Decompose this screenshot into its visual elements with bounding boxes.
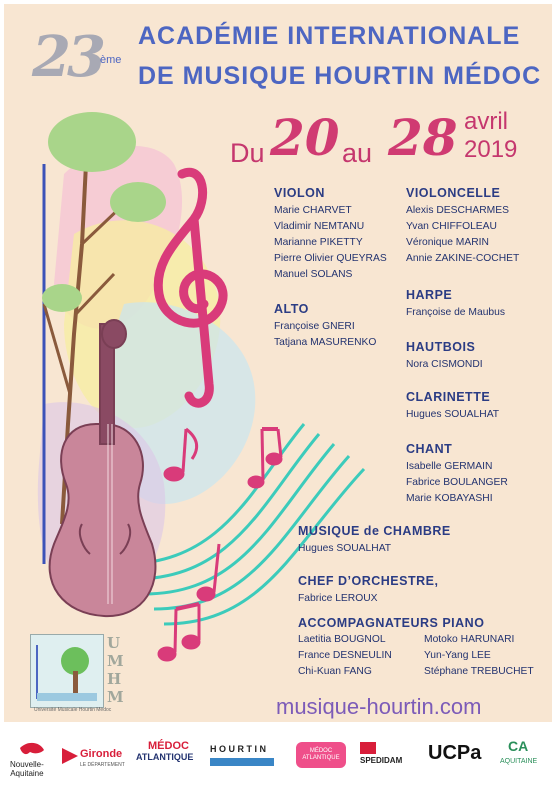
date-month-year bbox=[464, 108, 517, 164]
logo-credit-agricole: CA bbox=[508, 738, 529, 754]
section-title-hautbois: HAUTBOIS bbox=[406, 340, 476, 354]
section-title-chef: CHEF D’ORCHESTRE, bbox=[298, 574, 439, 588]
teacher-name: Annie ZAKINE-COCHET bbox=[406, 253, 520, 264]
teacher-name: Laetitia BOUGNOL bbox=[298, 634, 386, 645]
gironde-icon bbox=[62, 748, 78, 764]
teacher-name: Hugues SOUALHAT bbox=[406, 409, 500, 420]
logo-medoc-1: MÉDOC bbox=[148, 740, 189, 752]
logo-credit-agricole-sub: AQUITAINE bbox=[500, 758, 538, 765]
logo-gironde: Gironde bbox=[80, 748, 123, 760]
section-title-clarinette: CLARINETTE bbox=[406, 390, 491, 404]
teacher-name: Pierre Olivier QUEYRAS bbox=[274, 253, 387, 264]
umhm-logo bbox=[30, 634, 104, 708]
logo-medoc-2: MÉDOC ATLANTIQUE bbox=[302, 748, 340, 761]
teacher-name: Fabrice LEROUX bbox=[298, 593, 378, 604]
teacher-name: Françoise de Maubus bbox=[406, 307, 506, 318]
teacher-name: Marianne PIKETTY bbox=[274, 237, 363, 248]
teacher-name: Françoise GNERI bbox=[274, 321, 355, 332]
section-title-piano: ACCOMPAGNATEURS PIANO bbox=[298, 616, 485, 630]
poster-sheet bbox=[4, 4, 552, 722]
teacher-name: Marie KOBAYASHI bbox=[406, 493, 493, 504]
logo-nouvelle-aquitaine: Nouvelle- Aquitaine bbox=[10, 760, 44, 778]
teacher-name: Yun-Yang LEE bbox=[424, 650, 491, 661]
logo-hourtin: H O U R T I N bbox=[210, 744, 266, 754]
website-url[interactable]: musique-hourtin.com bbox=[276, 694, 482, 719]
tree-foliage-small bbox=[42, 284, 82, 312]
umhm-letter: M bbox=[107, 688, 124, 706]
teacher-name: Véronique MARIN bbox=[406, 237, 489, 248]
title-line-1: ACADÉMIE INTERNATIONALE bbox=[138, 22, 521, 50]
section-title-chant: CHANT bbox=[406, 442, 453, 456]
teacher-name: Vladimir NEMTANU bbox=[274, 221, 365, 232]
umhm-caption: Université Musicale Hourtin Médoc bbox=[34, 707, 112, 713]
teacher-name: Motoko HARUNARI bbox=[424, 634, 515, 645]
teacher-name: Stéphane TREBUCHET bbox=[424, 666, 534, 677]
section-title-violon: VIOLON bbox=[274, 186, 325, 200]
edition-number: 23 bbox=[32, 24, 102, 90]
teacher-name: Yvan CHIFFOLEAU bbox=[406, 221, 497, 232]
nouvelle-aquitaine-icon bbox=[20, 743, 44, 754]
hourtin-bar bbox=[210, 758, 274, 766]
teacher-name: Manuel SOLANS bbox=[274, 269, 353, 280]
date-du: Du bbox=[230, 138, 265, 168]
teacher-name: Chi-Kuan FANG bbox=[298, 666, 372, 677]
sponsor-footer bbox=[0, 728, 556, 800]
title-line-2: DE MUSIQUE HOURTIN MÉDOC bbox=[138, 62, 542, 90]
date-au: au bbox=[342, 138, 373, 168]
teacher-name: Fabrice BOULANGER bbox=[406, 477, 508, 488]
tree-logo-icon bbox=[31, 635, 103, 707]
date-start: 20 bbox=[270, 108, 340, 167]
tree-foliage bbox=[48, 112, 136, 172]
logo-medoc-1b: ATLANTIQUE bbox=[136, 752, 194, 762]
section-title-harpe: HARPE bbox=[406, 288, 453, 302]
date-end: 28 bbox=[388, 108, 458, 167]
teacher-name: Tatjana MASURENKO bbox=[274, 337, 377, 348]
umhm-letter: H bbox=[107, 670, 122, 688]
teacher-name: France DESNEULIN bbox=[298, 650, 392, 661]
umhm-letter: M bbox=[107, 652, 124, 670]
section-title-alto: ALTO bbox=[274, 302, 309, 316]
date-month: avril bbox=[464, 108, 509, 135]
teacher-name: Isabelle GERMAIN bbox=[406, 461, 493, 472]
section-title-violoncelle: VIOLONCELLE bbox=[406, 186, 501, 200]
teacher-name: Alexis DESCHARMES bbox=[406, 205, 509, 216]
logo-gironde-sub: LE DÉPARTEMENT bbox=[80, 762, 125, 768]
edition-suffix: ème bbox=[100, 54, 122, 66]
teacher-name: Hugues SOUALHAT bbox=[298, 543, 392, 554]
teacher-name: Marie CHARVET bbox=[274, 205, 352, 216]
spedidam-badge bbox=[360, 742, 376, 754]
date-year: 2019 bbox=[464, 136, 518, 163]
logo-spedidam: SPEDIDAM bbox=[360, 756, 403, 765]
umhm-letter: U bbox=[107, 634, 121, 652]
tree-foliage-small bbox=[110, 182, 166, 222]
logo-ucpa: UCPa bbox=[428, 742, 482, 764]
teacher-name: Nora CISMONDI bbox=[406, 359, 483, 370]
section-title-chambre: MUSIQUE de CHAMBRE bbox=[298, 524, 451, 538]
